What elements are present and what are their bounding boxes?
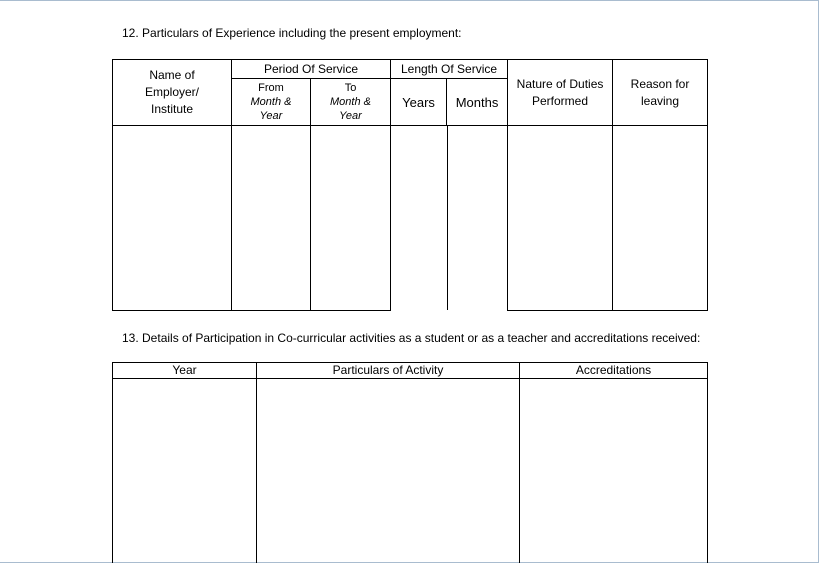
header-reason-for-leaving (613, 60, 708, 126)
cell-years[interactable] (391, 126, 448, 310)
header-from-sub: Month & Year (250, 96, 292, 122)
header-accreditations: Accreditations (520, 363, 708, 379)
experience-table (112, 59, 708, 311)
cell-employer[interactable] (113, 126, 232, 311)
experience-entry-row (113, 126, 708, 311)
header-employer-label: Name of Employer/ Institute (144, 68, 200, 116)
header-from-label: From (258, 82, 284, 94)
header-to-label: To (344, 82, 357, 94)
activity-entry-row (113, 379, 708, 563)
header-reason-for-leaving-label: Reason for leaving (630, 76, 690, 108)
cell-from[interactable] (232, 126, 311, 311)
header-from (232, 79, 311, 126)
cell-to[interactable] (311, 126, 391, 311)
cell-activity[interactable] (257, 379, 520, 563)
section-12-heading: 12. Particulars of Experience including the present employment: (122, 26, 462, 40)
cell-length-blank (391, 126, 508, 311)
header-year: Year (113, 363, 257, 379)
header-to-sub: Month & Year (330, 96, 371, 122)
header-period-of-service: Period Of Service (232, 60, 391, 79)
cell-year[interactable] (113, 379, 257, 563)
header-particulars-of-activity: Particulars of Activity (257, 363, 520, 379)
cell-months[interactable] (448, 126, 507, 310)
header-nature-of-duties-label: Nature of Duties Performed (516, 76, 604, 108)
header-nature-of-duties (508, 60, 613, 126)
header-months: Months (447, 79, 508, 126)
section-13-heading: 13. Details of Participation in Co-curricular activities as a student or as a teacher and accreditations received: (122, 331, 701, 345)
activities-table (112, 362, 708, 563)
cell-accreditation[interactable] (520, 379, 708, 563)
cell-duties[interactable] (508, 126, 613, 311)
header-to (311, 79, 391, 126)
header-years: Years (391, 79, 447, 126)
header-length-of-service: Length Of Service (391, 60, 508, 79)
header-employer (113, 60, 232, 126)
cell-reason[interactable] (613, 126, 708, 311)
